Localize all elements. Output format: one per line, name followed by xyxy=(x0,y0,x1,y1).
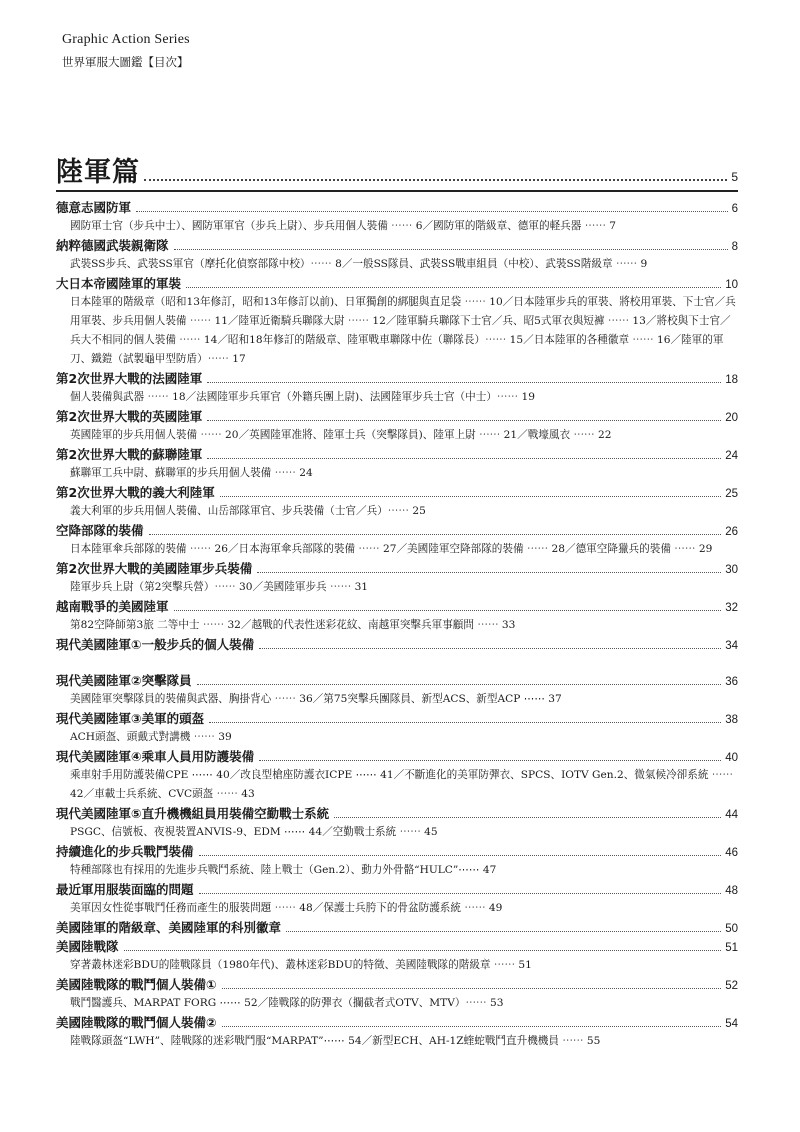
dot-leader xyxy=(207,420,721,421)
dot-leader xyxy=(199,855,722,856)
toc-entry-title: 越南戰爭的美國陸軍 xyxy=(56,599,169,614)
dot-leader xyxy=(174,610,722,611)
toc-entry[interactable] xyxy=(56,483,738,521)
dot-leader xyxy=(136,211,728,212)
dot-leader xyxy=(220,496,722,497)
toc-entry-description: 個人裝備與武器 ⋯⋯ 18／法國陸軍步兵軍官（外籍兵團上尉)、法國陸軍步兵士官（中士）⋯⋯ 19 xyxy=(70,391,535,403)
toc-entry-heading xyxy=(56,198,738,217)
toc-entry[interactable] xyxy=(56,274,738,369)
dot-leader xyxy=(259,648,721,649)
toc-entry-title: 現代美國陸軍②突擊隊員 xyxy=(56,673,192,688)
dot-leader xyxy=(286,931,721,932)
dot-leader xyxy=(149,534,722,535)
toc-entry-description: ACH頭盔、頭戴式對講機 ⋯⋯ 39 xyxy=(70,731,232,743)
toc-entry-description: 英國陸軍的步兵用個人裝備 ⋯⋯ 20／英國陸軍准將、陸軍士兵（突擊隊員)、陸軍上尉 ⋯⋯ 21／戰壕風衣 ⋯⋯ 22 xyxy=(70,429,612,441)
toc-entry-description: 美軍因女性從事戰鬥任務而產生的服裝問題 ⋯⋯ 48／保護士兵胯下的骨盆防護系統 ⋯⋯ 49 xyxy=(70,902,503,914)
toc-entry-heading xyxy=(56,236,738,255)
toc-entry-page-number: 54 xyxy=(725,1018,738,1030)
toc-entry[interactable] xyxy=(56,709,738,747)
part-title: 陸軍篇 xyxy=(56,157,140,188)
toc-entry[interactable] xyxy=(56,635,738,654)
toc-entry-page-number: 26 xyxy=(725,526,738,538)
toc-entry-description: 日本陸軍的階級章（昭和13年修訂，昭和13年修訂以前)、日軍獨創的綁腿與直足袋 ⋯⋯ 10／日本陸軍步兵的軍裝、將校用軍裝、下士官／兵用軍裝、步兵用個人裝備 ⋯⋯ 11／陸軍近衛騎兵聯隊大尉 ⋯⋯ 12／陸軍騎兵聯隊下士官／兵、昭5式軍衣與短褲 ⋯⋯ 13／將校與下士官／兵大不相同的個人裝備 ⋯⋯ 14／昭和18年修訂的階級章、陸軍戰車聯隊中佐（聯隊長）⋯⋯ 15／日本陸軍的各種徽章 ⋯⋯ 16／陸軍的軍刀、鐵鎧（試製龜甲型防盾）⋯⋯ 17 xyxy=(70,296,736,365)
toc-entry-page-number: 30 xyxy=(725,564,738,576)
dot-leader xyxy=(222,988,722,989)
part-divider xyxy=(56,190,738,192)
toc-entry-title: 最近軍用服裝面臨的問題 xyxy=(56,882,194,897)
toc-entry-page-number: 38 xyxy=(725,714,738,726)
page-subtitle: 世界軍服大圖鑑【目次】 xyxy=(62,55,189,69)
toc-entry-page-number: 36 xyxy=(725,676,738,688)
toc-entry-title: 美國陸戰隊的戰鬥個人裝備① xyxy=(56,977,217,992)
toc-entry-heading xyxy=(56,369,738,388)
toc-entry-heading xyxy=(56,747,738,766)
toc-entry[interactable] xyxy=(56,937,738,975)
toc-entry-description: 武裝SS步兵、武裝SS軍官（摩托化偵察部隊中校）⋯⋯ 8／一般SS隊員、武裝SS戰車組員（中校）、武裝SS階級章 ⋯⋯ 9 xyxy=(70,258,648,270)
toc-entry-page-number: 18 xyxy=(725,374,738,386)
dot-leader xyxy=(259,760,721,761)
toc-entry-heading xyxy=(56,407,738,426)
dot-leader xyxy=(186,287,721,288)
series-title: Graphic Action Series xyxy=(62,32,190,47)
dot-leader xyxy=(257,572,721,573)
toc-entry[interactable] xyxy=(56,804,738,842)
toc-entry[interactable] xyxy=(56,198,738,236)
toc-entry[interactable] xyxy=(56,975,738,1013)
toc-entry[interactable] xyxy=(56,671,738,709)
dot-leader xyxy=(124,950,722,951)
dot-leader xyxy=(199,893,722,894)
toc-entry-title: 第2次世界大戰的蘇聯陸軍 xyxy=(56,447,203,462)
toc-entry-description: 義大利軍的步兵用個人裝備、山岳部隊軍官、步兵裝備（士官／兵）⋯⋯ 25 xyxy=(70,505,426,517)
toc-entry-description: 穿著叢林迷彩BDU的陸戰隊員（1980年代)、叢林迷彩BDU的特徵、美國陸戰隊的階級章 ⋯⋯ 51 xyxy=(70,959,532,971)
toc-entry-title: 第2次世界大戰的美國陸軍步兵裝備 xyxy=(56,561,253,576)
toc-entry[interactable] xyxy=(56,407,738,445)
toc-entry-heading xyxy=(56,880,738,899)
toc-entry-description: 美國陸軍突擊隊員的裝備與武器、胸掛背心 ⋯⋯ 36／第75突擊兵團隊員、新型ACS、新型ACP ⋯⋯ 37 xyxy=(70,693,562,705)
toc-entry-page-number: 46 xyxy=(725,847,738,859)
toc-entry-heading xyxy=(56,671,738,690)
toc-entry[interactable] xyxy=(56,597,738,635)
toc-entry-page-number: 44 xyxy=(725,809,738,821)
toc-entry-page-number: 40 xyxy=(725,752,738,764)
toc-entry-description: 日本陸軍傘兵部隊的裝備 ⋯⋯ 26／日本海軍傘兵部隊的裝備 ⋯⋯ 27／美國陸軍空降部隊的裝備 ⋯⋯ 28／德軍空降獵兵的裝備 ⋯⋯ 29 xyxy=(70,543,713,555)
toc-entry[interactable] xyxy=(56,747,738,804)
toc-entry[interactable] xyxy=(56,842,738,880)
toc-entry-description: 第82空降師第3旅 二等中士 ⋯⋯ 32／越戰的代表性迷彩花紋、南越軍突擊兵軍事顧問 ⋯⋯ 33 xyxy=(70,619,516,631)
toc-entry-page-number: 24 xyxy=(725,450,738,462)
dot-leader xyxy=(197,684,722,685)
toc-entry-heading xyxy=(56,635,738,654)
toc-entry-title: 美國陸戰隊的戰鬥個人裝備② xyxy=(56,1015,217,1030)
toc-entry-title: 德意志國防軍 xyxy=(56,200,132,215)
toc-entry-description: 特種部隊也有採用的先進步兵戰鬥系統、陸上戰士（Gen.2）、動力外骨骼“HULC”⋯⋯ 47 xyxy=(70,864,497,876)
toc-entry-heading xyxy=(56,559,738,578)
toc-entry-heading xyxy=(56,842,738,861)
dot-leader xyxy=(174,249,728,250)
toc-entry-title: 第2次世界大戰的英國陸軍 xyxy=(56,409,203,424)
dot-leader xyxy=(222,1026,722,1027)
part-page-number: 5 xyxy=(731,170,738,184)
toc-entry-heading xyxy=(56,804,738,823)
toc-entry-page-number: 34 xyxy=(725,640,738,652)
toc-entry-heading xyxy=(56,918,738,937)
toc-entry-title: 空降部隊的裝備 xyxy=(56,523,144,538)
toc-entry-title: 第2次世界大戰的義大利陸軍 xyxy=(56,485,215,500)
toc-entry-title: 現代美國陸軍④乘車人員用防護裝備 xyxy=(56,749,255,764)
toc-entry-page-number: 25 xyxy=(725,488,738,500)
toc-entry-title: 納粹德國武裝親衛隊 xyxy=(56,238,169,253)
toc-entry-page-number: 51 xyxy=(725,942,738,954)
toc-entry[interactable] xyxy=(56,559,738,597)
toc-entry-page-number: 10 xyxy=(725,279,738,291)
toc-entry[interactable] xyxy=(56,369,738,407)
toc-entry-title: 現代美國陸軍③美軍的頭盔 xyxy=(56,711,205,726)
toc-entry[interactable] xyxy=(56,918,738,937)
toc-entry[interactable] xyxy=(56,445,738,483)
toc-entry-title: 持續進化的步兵戰鬥裝備 xyxy=(56,844,194,859)
toc-entry-page-number: 8 xyxy=(731,241,738,253)
toc-entry-heading xyxy=(56,274,738,293)
toc-entry[interactable] xyxy=(56,236,738,274)
toc-entry-heading xyxy=(56,521,738,540)
toc-entry-page-number: 20 xyxy=(725,412,738,424)
toc-entry-heading xyxy=(56,937,738,956)
toc-entry-title: 第2次世界大戰的法國陸軍 xyxy=(56,371,203,386)
toc-entry-description: 陸戰隊頭盔“LWH”、陸戰隊的迷彩戰鬥服“MARPAT”⋯⋯ 54／新型ECH、AH-1Z蝰蛇戰鬥直升機機員 ⋯⋯ 55 xyxy=(70,1035,601,1047)
toc-entry-title: 大日本帝國陸軍的軍裝 xyxy=(56,276,182,291)
toc-entry-description: 陸軍步兵上尉（第2突擊兵營）⋯⋯ 30／美國陸軍步兵 ⋯⋯ 31 xyxy=(70,581,369,593)
toc-entry-title: 現代美國陸軍⑤直升機機組員用裝備空勤戰士系統 xyxy=(56,806,330,821)
toc-entry-heading xyxy=(56,445,738,464)
toc-entry-page-number: 52 xyxy=(725,980,738,992)
toc-entry[interactable] xyxy=(56,1013,738,1051)
toc-entry[interactable] xyxy=(56,521,738,559)
toc-entry-page-number: 50 xyxy=(725,923,738,935)
dot-leader xyxy=(144,179,727,181)
toc-entry-description: PSGC、信號板、夜視裝置ANVIS-9、EDM ⋯⋯ 44／空勤戰士系統 ⋯⋯ 45 xyxy=(70,826,438,838)
toc-entry-page-number: 48 xyxy=(725,885,738,897)
toc-entry-title: 美國陸軍的階級章、美國陸軍的科別徽章 xyxy=(56,920,282,935)
toc-entry[interactable] xyxy=(56,880,738,918)
toc-entry-heading xyxy=(56,483,738,502)
toc-entry-description: 乘車射手用防護裝備CPE ⋯⋯ 40／改良型槍座防護衣ICPE ⋯⋯ 41／不斷進化的美軍防彈衣、SPCS、IOTV Gen.2、微氣候冷卻系統 ⋯⋯ 42／車載士兵系統、CVC頭盔 ⋯⋯ 43 xyxy=(70,769,733,800)
toc-entry-description: 國防軍士官（步兵中士）、國防軍軍官（步兵上尉）、步兵用個人裝備 ⋯⋯ 6／國防軍的階級章、德軍的軽兵器 ⋯⋯ 7 xyxy=(70,220,617,232)
toc-entry-heading xyxy=(56,597,738,616)
dot-leader xyxy=(209,722,721,723)
toc-entry-page-number: 32 xyxy=(725,602,738,614)
toc-entry-title: 現代美國陸軍①一般步兵的個人裝備 xyxy=(56,637,255,652)
toc-entry-description: 戰鬥醫護兵、MARPAT FORG ⋯⋯ 52／陸戰隊的防彈衣（攔截者式OTV、MTV）⋯⋯ 53 xyxy=(70,997,504,1009)
table-of-contents xyxy=(56,198,738,1051)
toc-entry-description: 蘇聯軍工兵中尉、蘇聯軍的步兵用個人裝備 ⋯⋯ 24 xyxy=(70,467,313,479)
toc-entry-heading xyxy=(56,709,738,728)
toc-entry-title: 美國陸戰隊 xyxy=(56,939,119,954)
dot-leader xyxy=(334,817,721,818)
toc-entry-heading xyxy=(56,1013,738,1032)
part-heading xyxy=(56,150,738,189)
dot-leader xyxy=(207,458,721,459)
dot-leader xyxy=(207,382,721,383)
toc-entry-page-number: 6 xyxy=(731,203,738,215)
toc-entry-heading xyxy=(56,975,738,994)
